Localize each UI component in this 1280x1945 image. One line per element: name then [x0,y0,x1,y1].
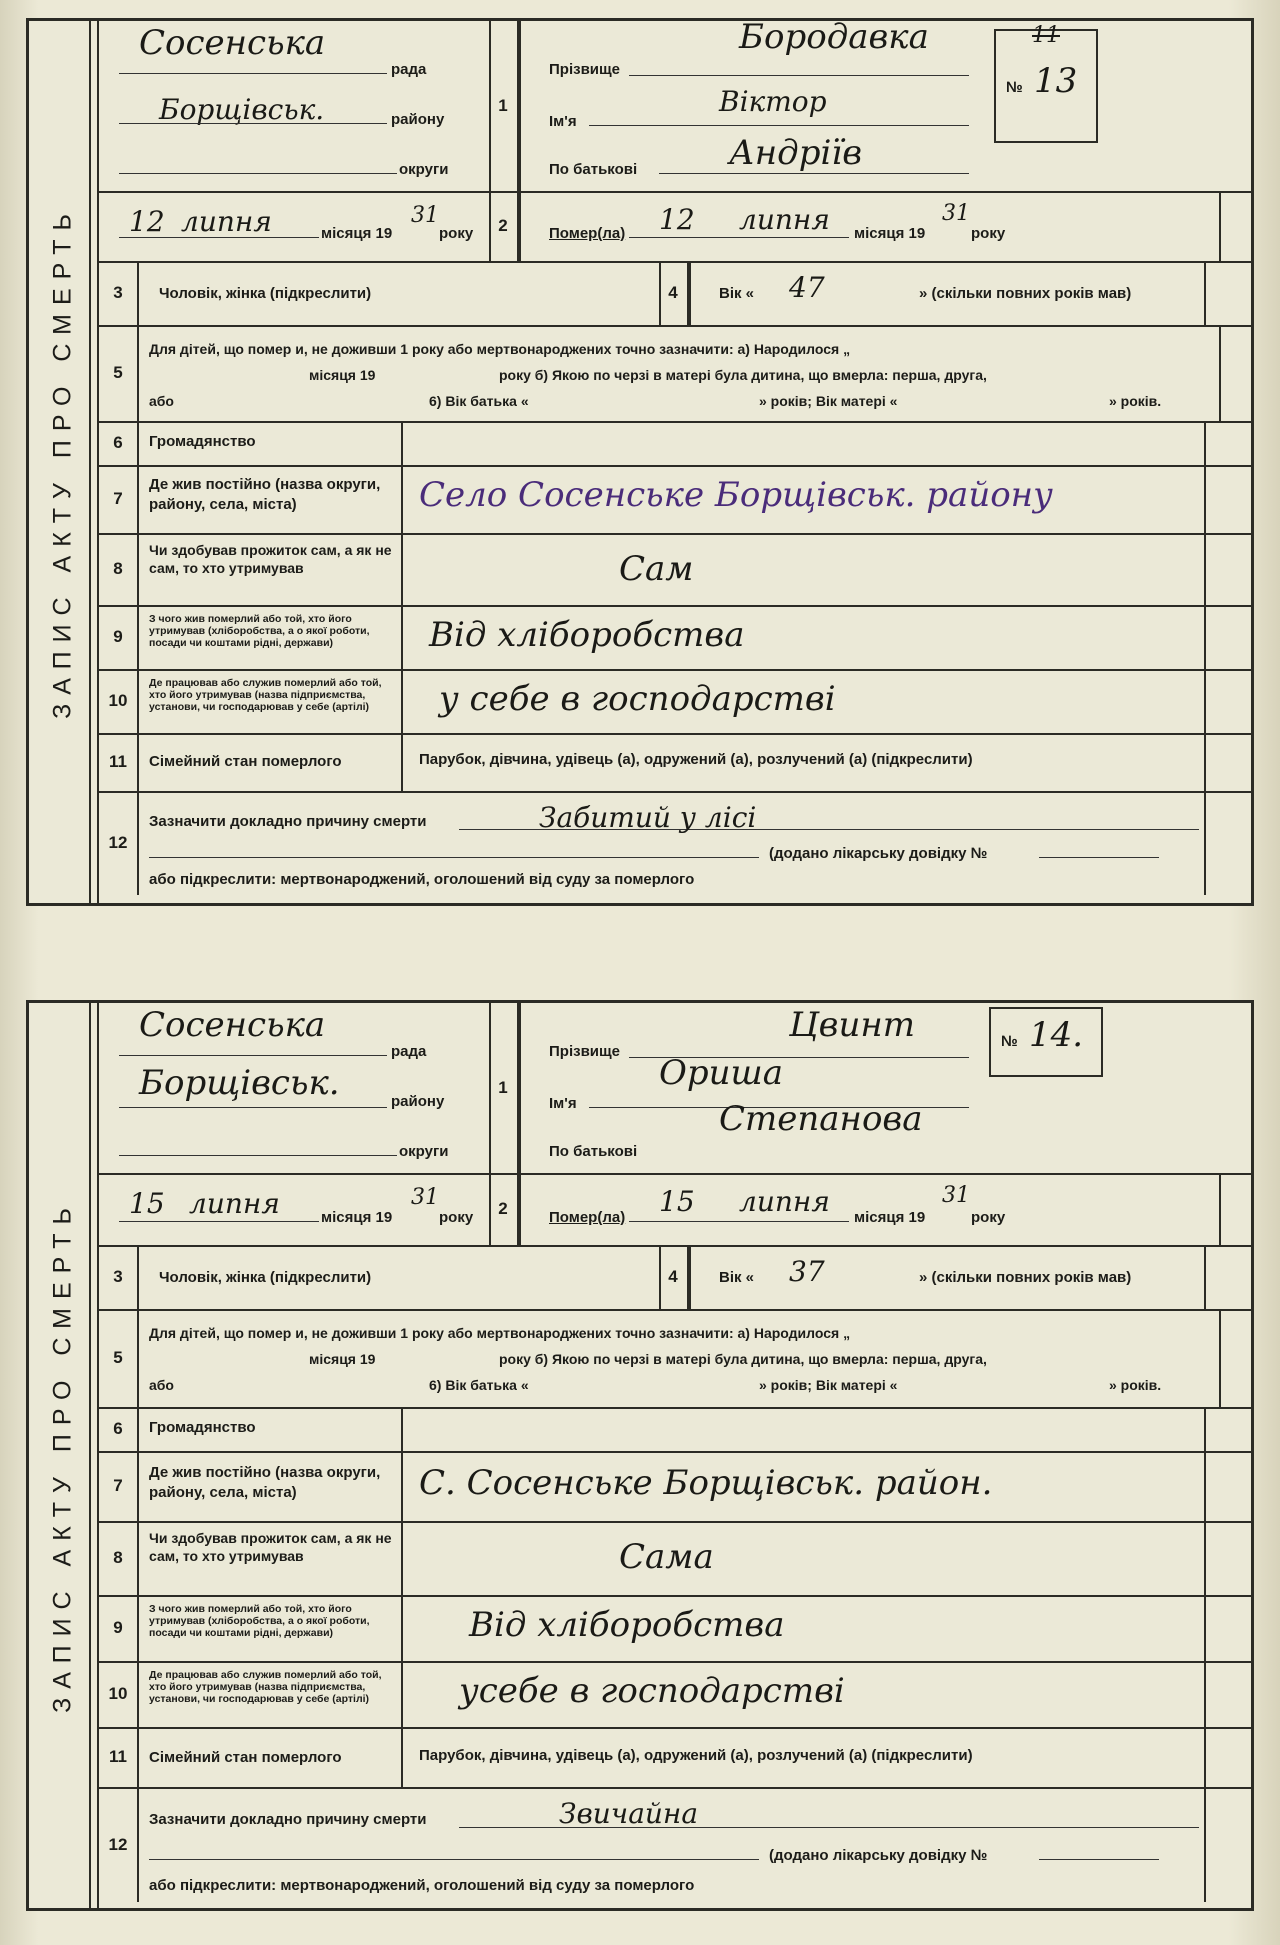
row-5 [99,325,1251,423]
row-number-9: 9 [99,605,139,669]
row-7 [99,465,1251,535]
row-8 [99,1521,1251,1597]
record-side-strip [29,21,99,903]
workplace-value: усебе в господарстві [459,1671,845,1711]
died-month-label: місяця 19 [854,1209,926,1226]
row-10 [99,669,1251,735]
row-11 [99,733,1251,793]
residence-value: С. Сосенське Борщівськ. район. [419,1463,993,1503]
age-value: 37 [789,1255,825,1288]
workplace-label: Де працював або служив померлий або той, хто його утримував (назва підприємства, установи, чи господарював у себе (артілі) [149,677,382,713]
row-number-7: 7 [99,465,139,533]
patronymic-value: Андріїв [729,133,862,173]
died-month-label: місяця 19 [854,225,926,242]
children-line-3: або [149,393,174,409]
row-number-10: 10 [99,1661,139,1727]
income-value: Від хліборобства [469,1605,785,1645]
row-number-4: 4 [659,1245,689,1309]
patronymic-value: Степанова [719,1099,923,1139]
name-value: Віктор [719,85,827,118]
number-label: № [1006,79,1023,96]
rada-label: рада [391,61,427,78]
cause-value: Забитий у лісі [539,801,757,834]
workplace-label: Де працював або служив померлий або той, хто його утримував (назва підприємства, установи, чи господарював у себе (артілі) [149,1669,382,1705]
row-8 [99,533,1251,607]
age-label: Вік « [719,1269,755,1286]
record-number-value: 14. [1029,1015,1084,1055]
children-father-age: 6) Вік батька « [429,1377,529,1393]
died-year-label: року [971,225,1006,242]
citizenship-label: Громадянство [149,433,256,450]
death-record-14 [26,1000,1254,1911]
row-number-5: 5 [99,1309,139,1407]
rada-label: рада [391,1043,427,1060]
reg-month-value: липня [181,205,272,238]
row-number-2: 2 [489,1173,519,1245]
row-number-11: 11 [99,733,139,791]
row-12 [99,791,1251,895]
row-number-11: 11 [99,1727,139,1787]
row-5 [99,1309,1251,1409]
children-line-3: або [149,1377,174,1393]
row-number-6: 6 [99,421,139,465]
children-line-2b: року б) Якою по черзі в матері була дитина, що вмерла: перша, друга, [499,367,987,383]
row-11 [99,1727,1251,1789]
reg-month-value: липня [189,1187,280,1220]
children-years-end: » років. [1109,1377,1162,1393]
row-number-2: 2 [489,191,519,261]
marital-options: Парубок, дівчина, удівець (а), одружений (а), розлучений (а) (підкреслити) [419,1747,973,1764]
row-number-10: 10 [99,669,139,733]
age-note: » (скільки повних років мав) [919,285,1132,302]
marital-label: Сімейний стан померлого [149,753,342,770]
death-record-13 [26,18,1254,906]
patronymic-label: По батькові [549,161,638,178]
stillborn-label: або підкреслити: мертвонароджений, оголошений від суду за померлого [149,1877,695,1894]
raion-label: району [391,111,445,128]
okrug-label: округи [399,161,449,178]
livelihood-value: Сам [619,549,694,589]
children-line-2b: року б) Якою по черзі в матері була дитина, що вмерла: перша, друга, [499,1351,987,1367]
surname-value: Бородавка [739,17,929,57]
name-value: Ориша [659,1053,784,1093]
age-note: » (скільки повних років мав) [919,1269,1132,1286]
residence-label: Де жив постійно (назва округи, району, села, міста) [149,1464,381,1501]
raion-label: району [391,1093,445,1110]
reg-year-label: року [439,225,474,242]
livelihood-label: Чи здобував прожиток сам, а як не сам, то хто утримував [149,542,392,576]
children-line-2: місяця 19 [309,1351,376,1367]
died-month-value: липня [739,203,830,236]
patronymic-label: По батькові [549,1143,638,1160]
date-row [99,191,1251,263]
cause-label: Зазначити докладно причину смерти [149,1811,427,1828]
children-father-age: 6) Вік батька « [429,393,529,409]
name-label: Ім'я [549,113,577,130]
row-3-4 [99,261,1251,327]
name-label: Ім'я [549,1095,577,1112]
row-number-8: 8 [99,533,139,605]
workplace-value: у себе в господарстві [439,679,836,719]
certificate-label: (додано лікарську довідку № [769,1847,988,1864]
number-label: № [1001,1033,1018,1050]
cause-value: Звичайна [559,1797,699,1830]
income-label: З чого жив померлий або той, хто його утримував (хліборобства, а о якої роботи, посади чи коштами рідні, держави) [149,613,370,649]
record-number-value: 13 [1034,61,1078,101]
children-years-end: » років. [1109,393,1162,409]
age-value: 47 [789,271,825,304]
citizenship-label: Громадянство [149,1419,256,1436]
children-line-2: місяця 19 [309,367,376,383]
row-12 [99,1787,1251,1902]
livelihood-label: Чи здобував прожиток сам, а як не сам, то хто утримував [149,1530,392,1564]
certificate-label: (додано лікарську довідку № [769,845,988,862]
died-month-value: липня [739,1185,830,1218]
row-number-12: 12 [99,1787,139,1902]
row-number-5: 5 [99,325,139,421]
sex-label: Чоловік, жінка (підкреслити) [159,1269,372,1286]
surname-value: Цвинт [789,1005,915,1045]
marital-options: Парубок, дівчина, удівець (а), одружений (а), розлучений (а) (підкреслити) [419,751,973,768]
children-line-1: Для дітей, що помер и, не доживши 1 року або мертвонароджених точно зазначити: а) Народилося „ [149,1325,851,1341]
row-number-1: 1 [489,1003,519,1173]
header-block [99,17,1251,193]
residence-value: Село Сосенське Борщівськ. району [419,475,1053,515]
row-number-6: 6 [99,1407,139,1451]
record-number-box [989,1007,1103,1077]
income-value: Від хліборобства [429,615,745,655]
reg-year-label: року [439,1209,474,1226]
died-day-value: 15 [659,1185,695,1218]
date-row [99,1173,1251,1247]
row-7 [99,1451,1251,1523]
children-mother-age: » років; Вік матері « [759,1377,898,1393]
died-year-value: 31 [942,1183,970,1208]
row-9 [99,605,1251,671]
row-number-12: 12 [99,791,139,895]
surname-label: Прізвище [549,61,621,78]
row-number-8: 8 [99,1521,139,1595]
row-number-4: 4 [659,261,689,325]
died-label: Помер(ла) [549,225,626,242]
died-label: Помер(ла) [549,1209,626,1226]
age-label: Вік « [719,285,755,302]
reg-month-label: місяця 19 [321,225,393,242]
residence-label: Де жив постійно (назва округи, району, села, міста) [149,476,381,513]
row-6 [99,1407,1251,1453]
died-year-label: року [971,1209,1006,1226]
rada-value: Сосенська [139,1005,326,1045]
raion-value: Борщівськ. [159,93,325,126]
okrug-label: округи [399,1143,449,1160]
row-10 [99,1661,1251,1729]
row-number-9: 9 [99,1595,139,1661]
reg-day-value: 15 [129,1187,165,1220]
stillborn-label: або підкреслити: мертвонароджений, оголошений від суду за померлого [149,871,695,888]
marital-label: Сімейний стан померлого [149,1749,342,1766]
row-number-3: 3 [99,261,139,325]
row-3-4 [99,1245,1251,1311]
record-number-box [994,23,1098,143]
livelihood-value: Сама [619,1537,714,1577]
reg-day-value: 12 [129,205,165,238]
row-number-1: 1 [489,21,519,191]
rada-value: Сосенська [139,23,326,63]
sex-label: Чоловік, жінка (підкреслити) [159,285,372,302]
row-number-7: 7 [99,1451,139,1521]
record-side-strip [29,1003,99,1908]
reg-month-label: місяця 19 [321,1209,393,1226]
children-line-1: Для дітей, що помер и, не доживши 1 року або мертвонароджених точно зазначити: а) Народилося „ [149,341,851,357]
record-side-title: ЗАПИС АКТУ ПРО СМЕРТЬ [48,1198,77,1713]
children-mother-age: » років; Вік матері « [759,393,898,409]
row-number-3: 3 [99,1245,139,1309]
died-day-value: 12 [659,203,695,236]
raion-value: Борщівськ. [139,1063,340,1103]
record-side-title: ЗАПИС АКТУ ПРО СМЕРТЬ [48,205,77,719]
died-year-value: 31 [942,201,970,226]
reg-year-value: 31 [411,203,439,228]
cause-label: Зазначити докладно причину смерти [149,813,427,830]
income-label: З чого жив померлий або той, хто його утримував (хліборобства, а о якої роботи, посади чи коштами рідні, держави) [149,1603,370,1639]
header-block [99,1003,1251,1175]
reg-year-value: 31 [411,1185,439,1210]
surname-label: Прізвище [549,1043,621,1060]
row-9 [99,1595,1251,1663]
row-6 [99,421,1251,467]
number-crossed: 11 [1032,23,1060,48]
